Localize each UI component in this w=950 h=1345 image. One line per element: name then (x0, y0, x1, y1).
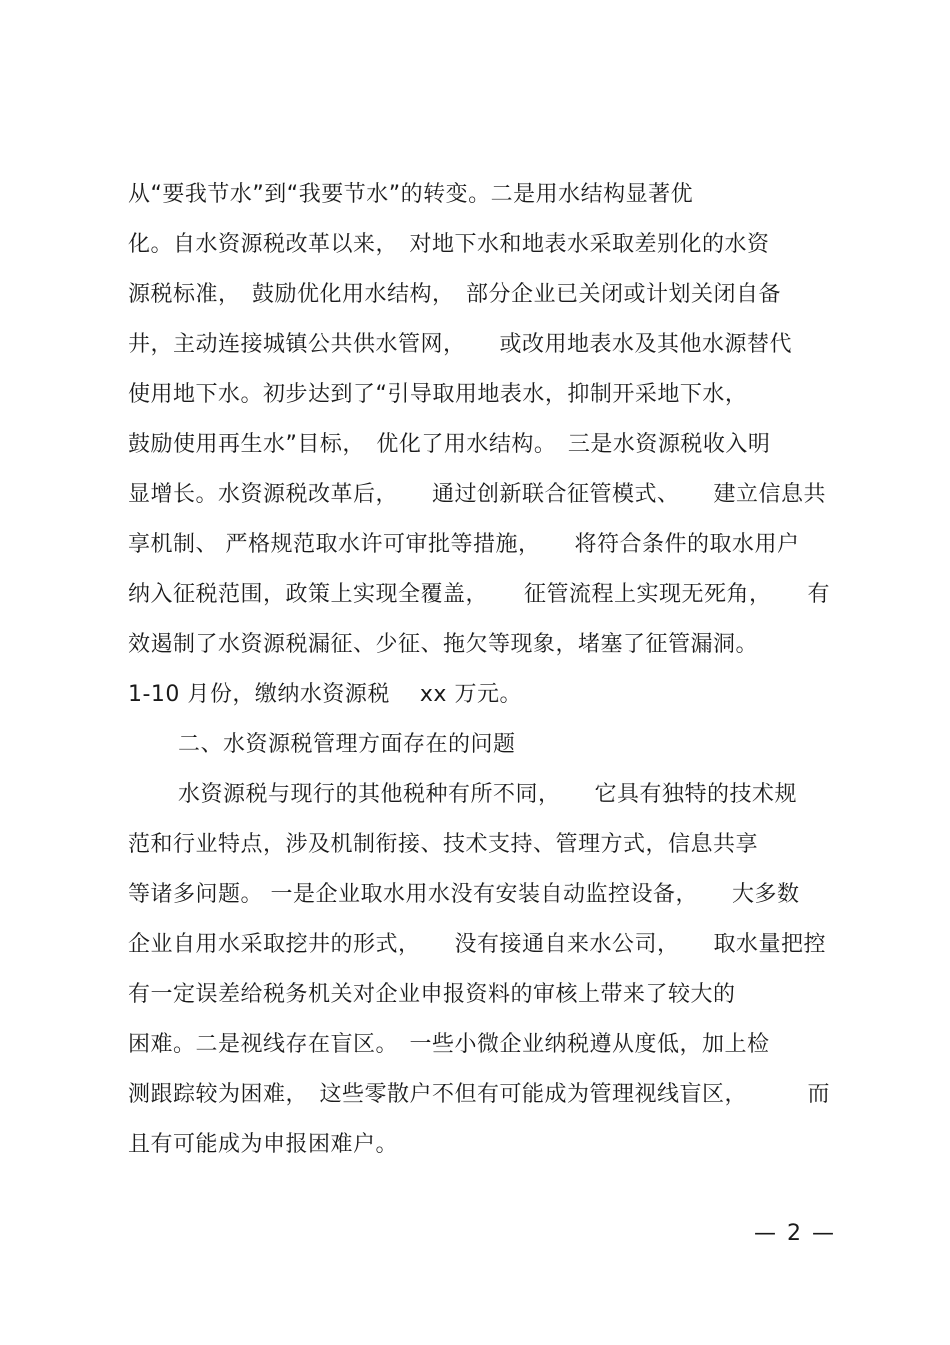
text-segment: 纳入征税范围，政策上实现全覆盖， (128, 582, 489, 607)
text-line: 源税标准， 鼓励优化用水结构， 部分企业已关闭或计划关闭自备 (128, 282, 782, 307)
text-line: 1-10 月份，缴纳水资源税 xx 万元。 (128, 682, 522, 707)
text-line: 显增长。水资源税改革后， 通过创新联合征管模式、 建立信息共 (128, 482, 827, 507)
text-line: 水资源税与现行的其他税种有所不同， 它具有独特的技术规 (178, 782, 798, 807)
page-number: — 2 — (754, 1221, 836, 1246)
text-line: 范和行业特点，涉及机制衔接、技术支持、管理方式，信息共享 (128, 832, 759, 857)
text-line: 鼓励使用再生水”目标， 优化了用水结构。 三是水资源税收入明 (128, 432, 771, 457)
text-line: 使用地下水。初步达到了“引导取用地表水，抑制开采地下水， (128, 382, 748, 407)
text-line-justified (128, 1075, 830, 1115)
section-heading: 二、水资源税管理方面存在的问题 (178, 732, 516, 757)
text-line: 化。自水资源税改革以来， 对地下水和地表水采取差别化的水资 (128, 232, 770, 257)
text-line: 企业自用水采取挖井的形式， 没有接通自来水公司， 取水量把控 (128, 932, 827, 957)
text-line: 等诸多问题。 一是企业取水用水没有安装自动监控设备， 大多数 (128, 882, 800, 907)
text-segment: 征管流程上实现无死角， (523, 582, 772, 607)
text-segment: 而 (807, 1082, 830, 1107)
text-line: 享机制、 严格规范取水许可审批等措施， 将符合条件的取水用户 (128, 532, 800, 557)
text-line: 井，主动连接城镇公共供水管网， 或改用地表水及其他水源替代 (128, 332, 793, 357)
text-line-justified (128, 575, 830, 615)
text-line: 困难。二是视线存在盲区。 一些小微企业纳税遵从度低，加上检 (128, 1032, 770, 1057)
text-segment: 有 (807, 582, 830, 607)
text-line: 效遏制了水资源税漏征、少征、拖欠等现象，堵塞了征管漏洞。 (128, 632, 759, 657)
text-segment: 测跟踪较为困难， 这些零散户不但有可能成为管理视线盲区， (128, 1082, 748, 1107)
text-line: 从“要我节水”到“我要节水”的转变。二是用水结构显著优 (128, 182, 694, 207)
text-line: 且有可能成为申报困难户。 (128, 1132, 399, 1157)
text-line: 有一定误差给税务机关对企业申报资料的审核上带来了较大的 (128, 982, 736, 1007)
